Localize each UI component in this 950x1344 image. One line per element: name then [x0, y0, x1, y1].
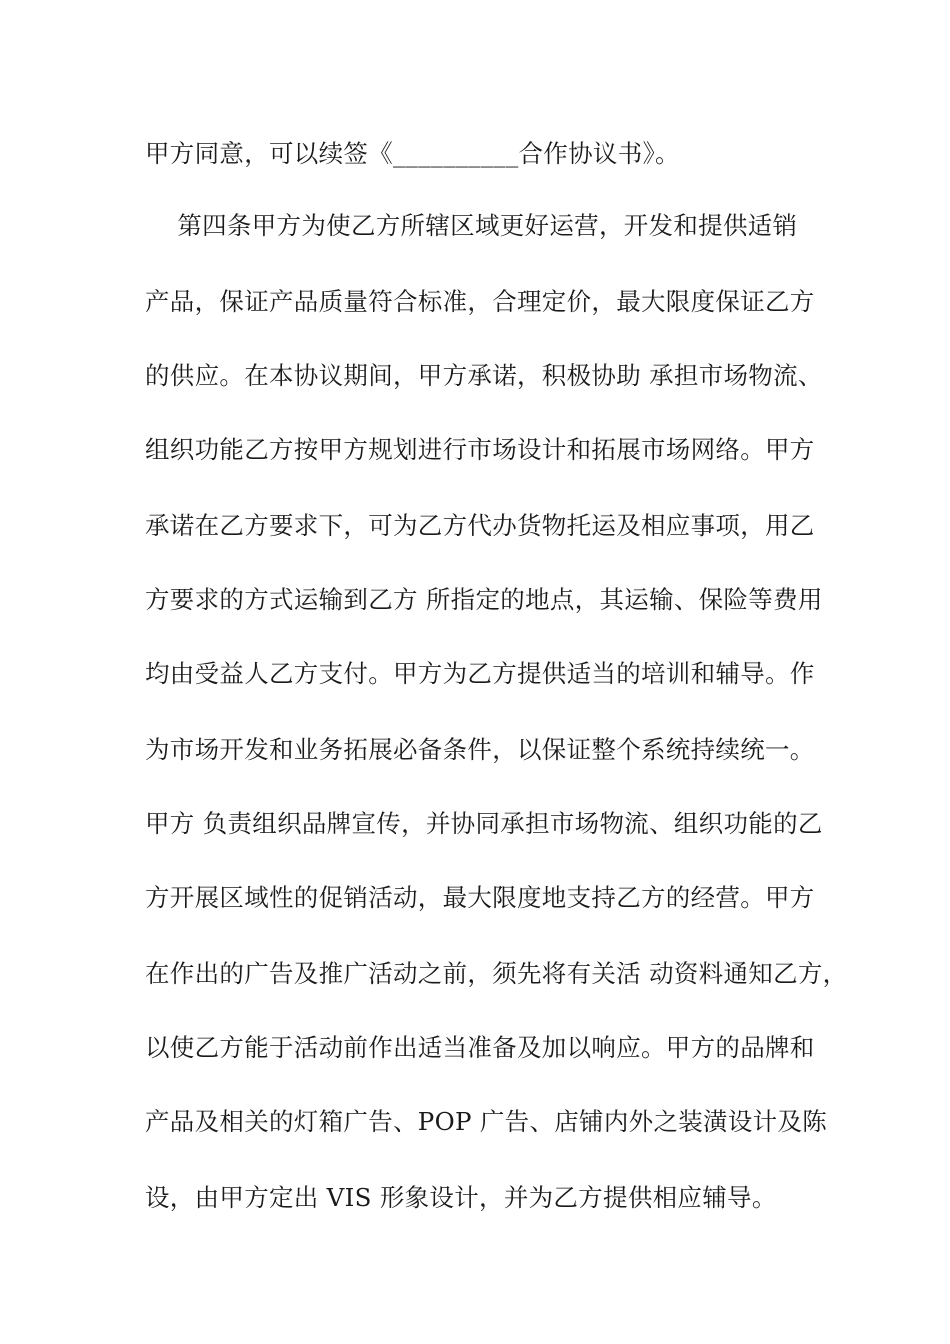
text-line: 方开展区域性的促销活动，最大限度地支持乙方的经营。甲方 — [145, 883, 815, 912]
text-line: 甲方同意，可以续签《__________合作协议书》。 — [145, 139, 680, 168]
text-line: 以使乙方能于活动前作出适当准备及加以响应。甲方的品牌和 — [145, 1033, 815, 1062]
text-line: 设，由甲方定出 VIS 形象设计，并为乙方提供相应辅导。 — [145, 1183, 777, 1212]
text-line: 在作出的广告及推广活动之前，须先将有关活 动资料通知乙方， — [145, 959, 848, 988]
text-line: 均由受益人乙方支付。甲方为乙方提供适当的培训和辅导。作 — [145, 659, 815, 688]
text-line: 组织功能乙方按甲方规划进行市场设计和拓展市场网络。甲方 — [145, 435, 815, 464]
text-line: 产品及相关的灯箱广告、POP 广告、店铺内外之装潢设计及陈 — [145, 1107, 828, 1136]
text-line: 方要求的方式运输到乙方 所指定的地点，其运输、保险等费用 — [145, 585, 823, 614]
text-line: 为市场开发和业务拓展必备条件，以保证整个系统持续统一。 — [145, 735, 815, 764]
text-line: 甲方 负责组织品牌宣传，并协同承担市场物流、组织功能的乙 — [145, 809, 823, 838]
text-line: 产品，保证产品质量符合标准，合理定价，最大限度保证乙方 — [145, 287, 815, 316]
text-line: 第四条甲方为使乙方所辖区域更好运营，开发和提供适销 — [145, 211, 798, 240]
text-line: 承诺在乙方要求下，可为乙方代办货物托运及相应事项，用乙 — [145, 511, 815, 540]
text-line: 的供应。在本协议期间，甲方承诺，积极协助 承担市场物流、 — [145, 361, 823, 390]
